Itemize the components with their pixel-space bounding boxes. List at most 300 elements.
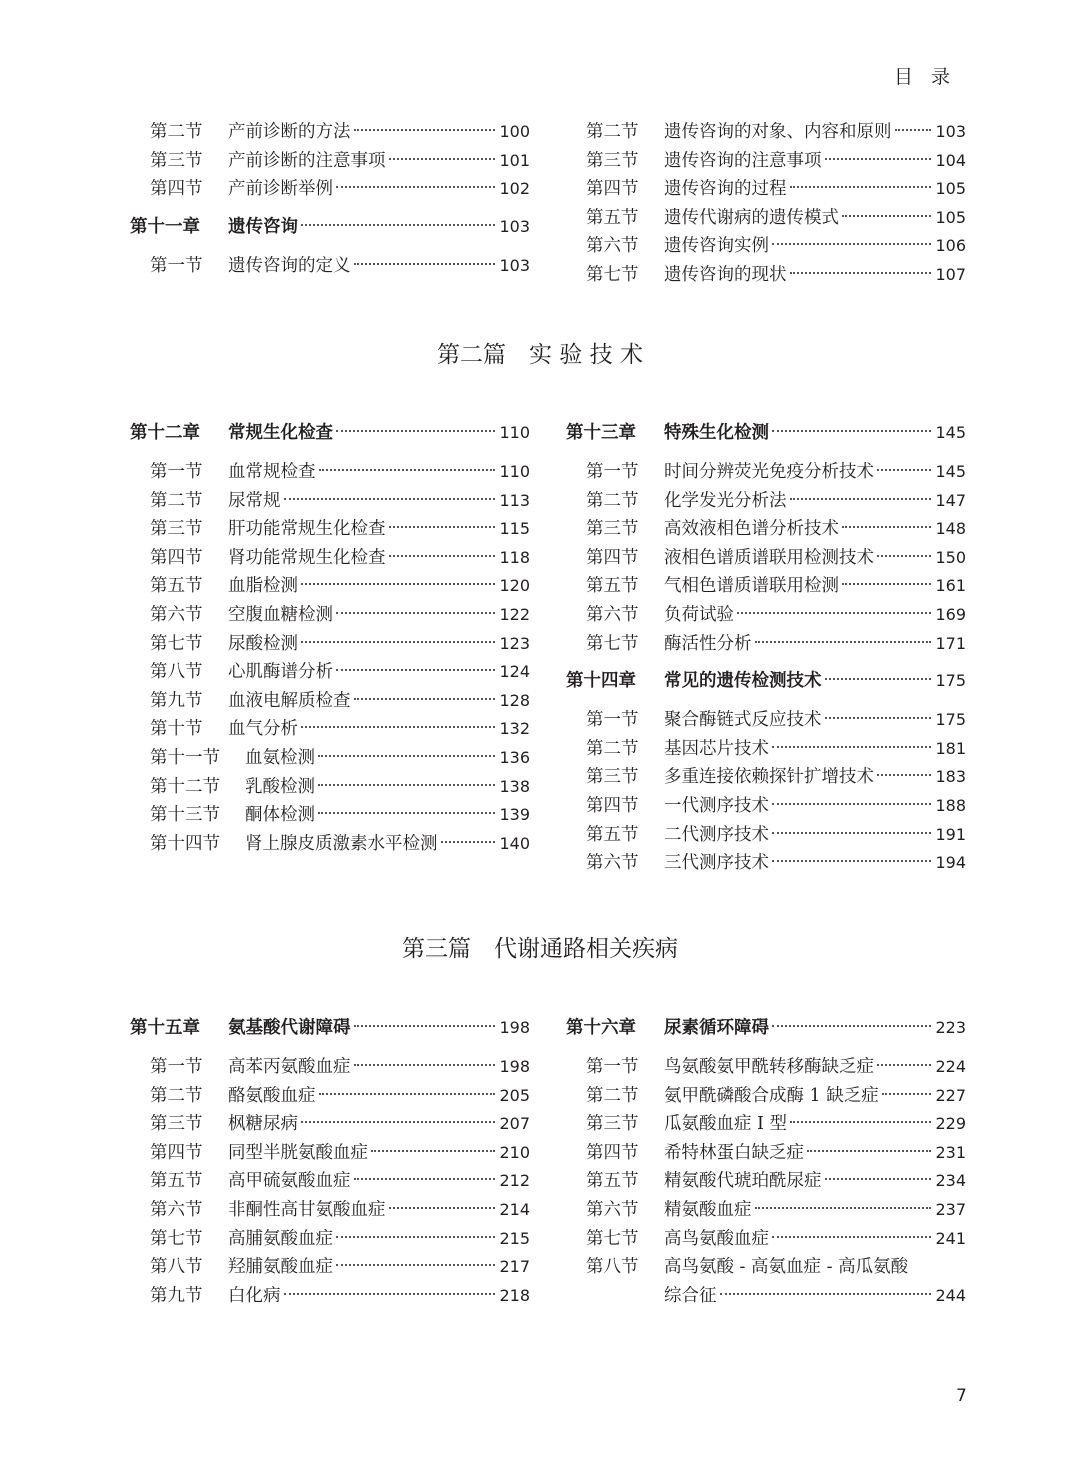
- leader-dots: [882, 1093, 932, 1095]
- entry-title: 负荷试验: [664, 604, 734, 625]
- leader-dots: [301, 583, 495, 585]
- entry-title: 遗传咨询的过程: [664, 179, 787, 200]
- entry-page-number: 237: [935, 1199, 966, 1219]
- toc-section-entry[interactable]: [130, 487, 530, 516]
- entry-title: 遗传咨询的注意事项: [664, 150, 822, 171]
- entry-number: 第七节: [586, 633, 639, 654]
- entry-title: 高脯氨酸血症: [228, 1228, 333, 1249]
- toc-section-entry[interactable]: [566, 204, 966, 233]
- entry-page-number: 198: [499, 1057, 530, 1076]
- entry-title: 肾上腺皮质激素水平检测: [245, 833, 438, 854]
- entry-number: 第五节: [586, 824, 639, 845]
- page-number: 7: [956, 1386, 967, 1406]
- leader-dots: [790, 498, 932, 500]
- entry-title: 基因芯片技术: [664, 738, 769, 759]
- leader-dots: [772, 746, 931, 748]
- leader-dots: [772, 803, 931, 805]
- entry-title: 遗传咨询: [228, 216, 298, 237]
- entry-page-number: 181: [935, 738, 966, 758]
- toc-section-entry[interactable]: [130, 458, 530, 487]
- leader-dots: [720, 1293, 932, 1295]
- entry-page-number: 128: [499, 690, 530, 710]
- entry-page-number: 102: [499, 179, 530, 199]
- entry-page-number: 234: [935, 1171, 966, 1191]
- entry-number: 第四节: [586, 795, 639, 816]
- entry-page-number: 101: [499, 150, 530, 170]
- leader-dots: [284, 1293, 496, 1295]
- entry-title: 氨基酸代谢障碍: [228, 1018, 351, 1038]
- entry-number: 第十一章: [130, 216, 200, 237]
- toc-section-entry[interactable]: [566, 487, 966, 516]
- leader-dots: [354, 698, 496, 700]
- entry-number: 第六节: [586, 236, 639, 257]
- leader-dots: [389, 526, 496, 528]
- toc-section-entry[interactable]: [130, 658, 530, 687]
- entry-title: 精氨酸血症: [664, 1199, 752, 1220]
- entry-number: 第三节: [586, 1114, 639, 1135]
- entry-number: 第三节: [150, 150, 203, 171]
- entry-page-number: 241: [935, 1228, 966, 1248]
- entry-title: 产前诊断的注意事项: [228, 150, 386, 171]
- toc-section-entry[interactable]: [130, 147, 530, 176]
- leader-dots: [301, 1121, 495, 1123]
- toc-section-entry[interactable]: [130, 715, 530, 744]
- toc-section-entry[interactable]: [130, 830, 530, 859]
- entry-page-number: 105: [935, 207, 966, 227]
- entry-page-number: 171: [935, 633, 966, 653]
- entry-number: 第八节: [150, 662, 203, 683]
- entry-number: 第十三节: [150, 805, 220, 826]
- entry-page-number: 107: [935, 264, 966, 284]
- page-header-title: 目录: [893, 66, 968, 88]
- leader-dots: [354, 1178, 496, 1180]
- leader-dots: [389, 555, 496, 557]
- toc-section-entry[interactable]: [566, 630, 966, 659]
- leader-dots: [772, 832, 931, 834]
- toc-section-entry[interactable]: [566, 1053, 966, 1082]
- toc-section-entry[interactable]: [130, 801, 530, 830]
- entry-title: 氨甲酰磷酸合成酶 1 缺乏症: [664, 1085, 879, 1106]
- entry-page-number: 104: [935, 150, 966, 170]
- entry-page-number: 229: [935, 1114, 966, 1134]
- entry-title: 一代测序技术: [664, 795, 769, 816]
- entry-page-number: 147: [935, 490, 966, 510]
- entry-page-number: 150: [935, 547, 966, 567]
- entry-title: 时间分辨荧光免疫分析技术: [664, 462, 874, 482]
- toc-chapter-entry[interactable]: [566, 664, 966, 698]
- entry-page-number: 136: [499, 747, 530, 767]
- leader-dots: [772, 430, 931, 432]
- entry-title: 常规生化检查: [228, 423, 333, 443]
- entry-page-number: 214: [499, 1199, 530, 1219]
- entry-page-number: 212: [499, 1171, 530, 1191]
- entry-page-number: 106: [935, 236, 966, 256]
- toc-section-entry[interactable]: [566, 232, 966, 261]
- leader-dots: [807, 1150, 931, 1152]
- entry-title-continued: 综合征: [664, 1285, 717, 1306]
- entry-page-number: 191: [935, 824, 966, 844]
- entry-title: 酮体检测: [245, 805, 315, 826]
- leader-dots: [825, 678, 932, 680]
- entry-number: 第三节: [150, 1114, 203, 1135]
- leader-dots: [772, 860, 931, 862]
- entry-page-number: 210: [499, 1142, 530, 1162]
- entry-number: 第一节: [586, 462, 639, 482]
- toc-section-entry[interactable]: [566, 1253, 966, 1282]
- entry-title: 精氨酸代琥珀酰尿症: [664, 1171, 822, 1192]
- entry-title: 常见的遗传检测技术: [664, 671, 822, 692]
- entry-title: 鸟氨酸氨甲酰转移酶缺乏症: [664, 1057, 874, 1077]
- entry-page-number: 110: [499, 423, 530, 442]
- toc-section-entry[interactable]: [566, 147, 966, 176]
- entry-number: 第六节: [150, 1199, 203, 1220]
- entry-title: 血气分析: [228, 719, 298, 740]
- entry-title: 血常规检查: [228, 462, 316, 482]
- toc-section-entry[interactable]: [566, 735, 966, 764]
- entry-page-number: 223: [935, 1018, 966, 1037]
- entry-page-number: 218: [499, 1285, 530, 1305]
- entry-number: 第四节: [586, 179, 639, 200]
- leader-dots: [284, 498, 496, 500]
- leader-dots: [825, 158, 932, 160]
- entry-number: 第六节: [586, 604, 639, 625]
- toc-section-entry[interactable]: [130, 687, 530, 716]
- entry-number: 第四节: [586, 1142, 639, 1163]
- leader-dots: [842, 215, 931, 217]
- toc-section-entry[interactable]: [566, 849, 966, 878]
- leader-dots: [842, 583, 931, 585]
- leader-dots: [877, 774, 931, 776]
- entry-number: 第一节: [150, 1057, 203, 1077]
- entry-title: 空腹血糖检测: [228, 604, 333, 625]
- entry-number: 第二节: [586, 1085, 639, 1106]
- entry-number: 第一节: [586, 1057, 639, 1077]
- toc-section-entry[interactable]: [566, 601, 966, 630]
- entry-page-number: 113: [499, 490, 530, 510]
- entry-title: 二代测序技术: [664, 824, 769, 845]
- entry-number: 第三节: [150, 519, 203, 540]
- entry-title: 枫糖尿病: [228, 1114, 298, 1135]
- entry-page-number: 188: [935, 795, 966, 815]
- entry-number: 第八节: [586, 1257, 639, 1278]
- entry-number: 第二节: [150, 490, 203, 511]
- entry-title: 液相色谱质谱联用检测技术: [664, 547, 874, 568]
- entry-title: 尿素循环障碍: [664, 1018, 769, 1038]
- entry-title: 非酮性高甘氨酸血症: [228, 1199, 386, 1220]
- entry-page-number: 227: [935, 1085, 966, 1105]
- toc-chapter-entry[interactable]: [566, 416, 966, 450]
- entry-title: 遗传咨询的对象、内容和原则: [664, 122, 892, 142]
- leader-dots: [318, 812, 495, 814]
- leader-dots: [389, 158, 496, 160]
- entry-title: 肝功能常规生化检查: [228, 519, 386, 540]
- entry-page-number: 115: [499, 519, 530, 539]
- entry-page-number: 123: [499, 633, 530, 653]
- entry-page-number: 110: [499, 462, 530, 481]
- leader-dots: [354, 129, 496, 131]
- entry-title: 化学发光分析法: [664, 490, 787, 511]
- entry-title: 多重连接依赖探针扩增技术: [664, 767, 874, 788]
- entry-number: 第十三章: [566, 423, 636, 443]
- entry-title: 瓜氨酸血症 I 型: [664, 1114, 788, 1135]
- entry-page-number: 122: [499, 604, 530, 624]
- entry-page-number: 183: [935, 767, 966, 787]
- entry-number: 第四节: [150, 547, 203, 568]
- leader-dots: [825, 717, 932, 719]
- entry-title: 酪氨酸血症: [228, 1085, 316, 1106]
- toc-section-entry[interactable]: [566, 792, 966, 821]
- leader-dots: [336, 669, 495, 671]
- toc-section-entry[interactable]: [566, 1167, 966, 1196]
- entry-title: 白化病: [228, 1285, 281, 1306]
- toc-section-entry[interactable]: [130, 1053, 530, 1082]
- toc-section-entry[interactable]: [130, 118, 530, 147]
- entry-number: 第十五章: [130, 1018, 200, 1038]
- leader-dots: [755, 641, 932, 643]
- entry-title: 特殊生化检测: [664, 423, 769, 443]
- toc-section-entry[interactable]: [566, 1139, 966, 1168]
- entry-number: 第十四章: [566, 671, 636, 692]
- toc-section-entry[interactable]: [566, 821, 966, 850]
- toc-section-entry[interactable]: [566, 1082, 966, 1111]
- entry-number: 第十二章: [130, 423, 200, 443]
- entry-number: 第六节: [150, 604, 203, 625]
- toc-section-entry[interactable]: [130, 175, 530, 204]
- toc-section-entry[interactable]: [566, 1196, 966, 1225]
- toc-section-entry[interactable]: [566, 572, 966, 601]
- toc-section-entry[interactable]: [566, 118, 966, 147]
- leader-dots: [336, 1264, 495, 1266]
- leader-dots: [301, 224, 495, 226]
- entry-page-number: 103: [935, 122, 966, 141]
- entry-title: 遗传代谢病的遗传模式: [664, 207, 839, 228]
- entry-title: 遗传咨询的定义: [228, 255, 351, 276]
- leader-dots: [772, 1236, 931, 1238]
- entry-title: 血液电解质检查: [228, 690, 351, 711]
- toc-section-entry[interactable]: [566, 175, 966, 204]
- entry-page-number: 215: [499, 1228, 530, 1248]
- toc-section-entry[interactable]: [130, 252, 530, 281]
- toc-chapter-entry[interactable]: [130, 416, 530, 450]
- entry-number: 第四节: [150, 1142, 203, 1163]
- entry-title: 酶活性分析: [664, 633, 752, 654]
- toc-section-entry[interactable]: [130, 515, 530, 544]
- entry-title: 聚合酶链式反应技术: [664, 710, 822, 731]
- entry-page-number: 100: [499, 122, 530, 141]
- entry-title: 同型半胱氨酸血症: [228, 1142, 368, 1163]
- entry-number: 第五节: [586, 576, 639, 597]
- leader-dots: [772, 243, 931, 245]
- leader-dots: [895, 129, 932, 131]
- entry-number: 第十六章: [566, 1018, 636, 1038]
- entry-title: 尿常规: [228, 490, 281, 511]
- leader-dots: [318, 755, 495, 757]
- part-title-2: 第二篇 实 验 技 术: [437, 342, 643, 368]
- toc-section-entry[interactable]: [130, 601, 530, 630]
- entry-title: 遗传咨询的现状: [664, 264, 787, 285]
- entry-page-number: 175: [935, 710, 966, 730]
- entry-page-number: 244: [935, 1285, 966, 1305]
- entry-page-number: 169: [935, 604, 966, 624]
- entry-number: 第四节: [586, 547, 639, 568]
- entry-page-number: 145: [935, 462, 966, 481]
- leader-dots: [301, 726, 495, 728]
- leader-dots: [319, 1093, 496, 1095]
- entry-number: 第九节: [150, 690, 203, 711]
- leader-dots: [318, 784, 495, 786]
- leader-dots: [790, 186, 932, 188]
- toc-section-entry[interactable]: [566, 544, 966, 573]
- entry-page-number: 145: [935, 423, 966, 442]
- toc-section-entry-continuation[interactable]: [566, 1282, 966, 1311]
- toc-section-entry[interactable]: [566, 458, 966, 487]
- leader-dots: [755, 1207, 932, 1209]
- entry-number: 第六节: [586, 853, 639, 874]
- toc-section-entry[interactable]: [130, 1167, 530, 1196]
- entry-number: 第三节: [586, 519, 639, 540]
- entry-title: 肾功能常规生化检查: [228, 547, 386, 568]
- leader-dots: [371, 1150, 495, 1152]
- toc-section-entry[interactable]: [130, 1225, 530, 1254]
- entry-page-number: 138: [499, 776, 530, 796]
- entry-title: 高鸟氨酸血症: [664, 1228, 769, 1249]
- entry-number: 第二节: [150, 1085, 203, 1106]
- toc-column-block0-right: [566, 118, 966, 290]
- entry-number: 第二节: [586, 122, 639, 142]
- toc-chapter-entry[interactable]: [130, 1011, 530, 1045]
- toc-section-entry[interactable]: [566, 515, 966, 544]
- toc-chapter-entry[interactable]: [566, 1011, 966, 1045]
- entry-title: 产前诊断的方法: [228, 122, 351, 142]
- entry-title: 高效液相色谱分析技术: [664, 519, 839, 540]
- entry-number: 第七节: [586, 1228, 639, 1249]
- toc-section-entry[interactable]: [130, 744, 530, 773]
- entry-title: 高甲硫氨酸血症: [228, 1171, 351, 1192]
- toc-column-part2-left: [130, 410, 530, 858]
- entry-title: 血脂检测: [228, 576, 298, 597]
- toc-section-entry[interactable]: [130, 544, 530, 573]
- entry-number: 第二节: [150, 122, 203, 142]
- leader-dots: [336, 186, 495, 188]
- entry-number: 第十四节: [150, 833, 220, 854]
- entry-page-number: 105: [935, 179, 966, 199]
- entry-number: 第五节: [586, 207, 639, 228]
- entry-page-number: 139: [499, 805, 530, 825]
- part-title-3: 第三篇 代谢通路相关疾病: [402, 936, 678, 962]
- entry-number: 第九节: [150, 1285, 203, 1306]
- entry-title: 气相色谱质谱联用检测: [664, 576, 839, 597]
- leader-dots: [790, 272, 932, 274]
- leader-dots: [336, 1236, 495, 1238]
- entry-number: 第七节: [150, 1228, 203, 1249]
- toc-section-entry[interactable]: [566, 706, 966, 735]
- leader-dots: [790, 1121, 931, 1123]
- toc-chapter-entry[interactable]: [130, 210, 530, 244]
- toc-section-entry[interactable]: [566, 1110, 966, 1139]
- toc-section-entry[interactable]: [566, 261, 966, 290]
- entry-number: 第二节: [586, 738, 639, 759]
- leader-dots: [354, 1064, 496, 1066]
- toc-section-entry[interactable]: [566, 763, 966, 792]
- toc-section-entry[interactable]: [130, 572, 530, 601]
- toc-column-part3-left: [130, 1005, 530, 1310]
- leader-dots: [354, 263, 496, 265]
- entry-page-number: 175: [935, 671, 966, 691]
- leader-dots: [877, 555, 931, 557]
- leader-dots: [336, 430, 495, 432]
- entry-number: 第五节: [150, 1171, 203, 1192]
- entry-number: 第十二节: [150, 776, 220, 797]
- toc-column-block0-left: [130, 118, 530, 280]
- toc-section-entry[interactable]: [130, 1253, 530, 1282]
- entry-title: 血氨检测: [245, 747, 315, 768]
- entry-page-number: 217: [499, 1257, 530, 1277]
- toc-column-part2-right: [566, 410, 966, 878]
- entry-number: 第八节: [150, 1257, 203, 1278]
- entry-page-number: 103: [499, 216, 530, 236]
- entry-page-number: 118: [499, 547, 530, 567]
- entry-number: 第一节: [150, 255, 203, 276]
- toc-section-entry[interactable]: [130, 1110, 530, 1139]
- toc-section-entry[interactable]: [566, 1225, 966, 1254]
- toc-section-entry[interactable]: [130, 1196, 530, 1225]
- entry-title: 尿酸检测: [228, 633, 298, 654]
- entry-page-number: 224: [935, 1057, 966, 1076]
- leader-dots: [877, 1064, 931, 1066]
- leader-dots: [772, 1025, 931, 1027]
- entry-page-number: 161: [935, 576, 966, 596]
- leader-dots: [825, 1178, 932, 1180]
- entry-number: 第七节: [150, 633, 203, 654]
- entry-title: 羟脯氨酸血症: [228, 1257, 333, 1278]
- entry-page-number: 120: [499, 576, 530, 596]
- entry-number: 第五节: [586, 1171, 639, 1192]
- entry-title: 产前诊断举例: [228, 179, 333, 200]
- entry-title: 心肌酶谱分析: [228, 662, 333, 683]
- toc-section-entry[interactable]: [130, 1139, 530, 1168]
- entry-title: 乳酸检测: [245, 776, 315, 797]
- entry-page-number: 207: [499, 1114, 530, 1134]
- entry-number: 第三节: [586, 767, 639, 788]
- leader-dots: [737, 612, 931, 614]
- entry-title: 三代测序技术: [664, 853, 769, 874]
- toc-section-entry[interactable]: [130, 773, 530, 802]
- entry-page-number: 132: [499, 719, 530, 739]
- entry-number: 第六节: [586, 1199, 639, 1220]
- entry-page-number: 198: [499, 1018, 530, 1037]
- entry-number: 第一节: [150, 462, 203, 482]
- leader-dots: [354, 1025, 496, 1027]
- leader-dots: [842, 526, 931, 528]
- entry-number: 第七节: [586, 264, 639, 285]
- toc-column-part3-right: [566, 1005, 966, 1310]
- leader-dots: [336, 612, 495, 614]
- entry-title: 希特林蛋白缺乏症: [664, 1142, 804, 1163]
- entry-number: 第五节: [150, 576, 203, 597]
- entry-title: 遗传咨询实例: [664, 236, 769, 257]
- entry-page-number: 103: [499, 255, 530, 275]
- entry-page-number: 124: [499, 662, 530, 682]
- toc-section-entry[interactable]: [130, 1082, 530, 1111]
- toc-section-entry[interactable]: [130, 630, 530, 659]
- leader-dots: [441, 841, 496, 843]
- toc-section-entry[interactable]: [130, 1282, 530, 1311]
- entry-title: 高鸟氨酸 - 高氨血症 - 高瓜氨酸: [664, 1257, 909, 1278]
- leader-dots: [389, 1207, 496, 1209]
- leader-dots: [301, 641, 495, 643]
- leader-dots: [877, 469, 931, 471]
- entry-number: 第十一节: [150, 747, 220, 768]
